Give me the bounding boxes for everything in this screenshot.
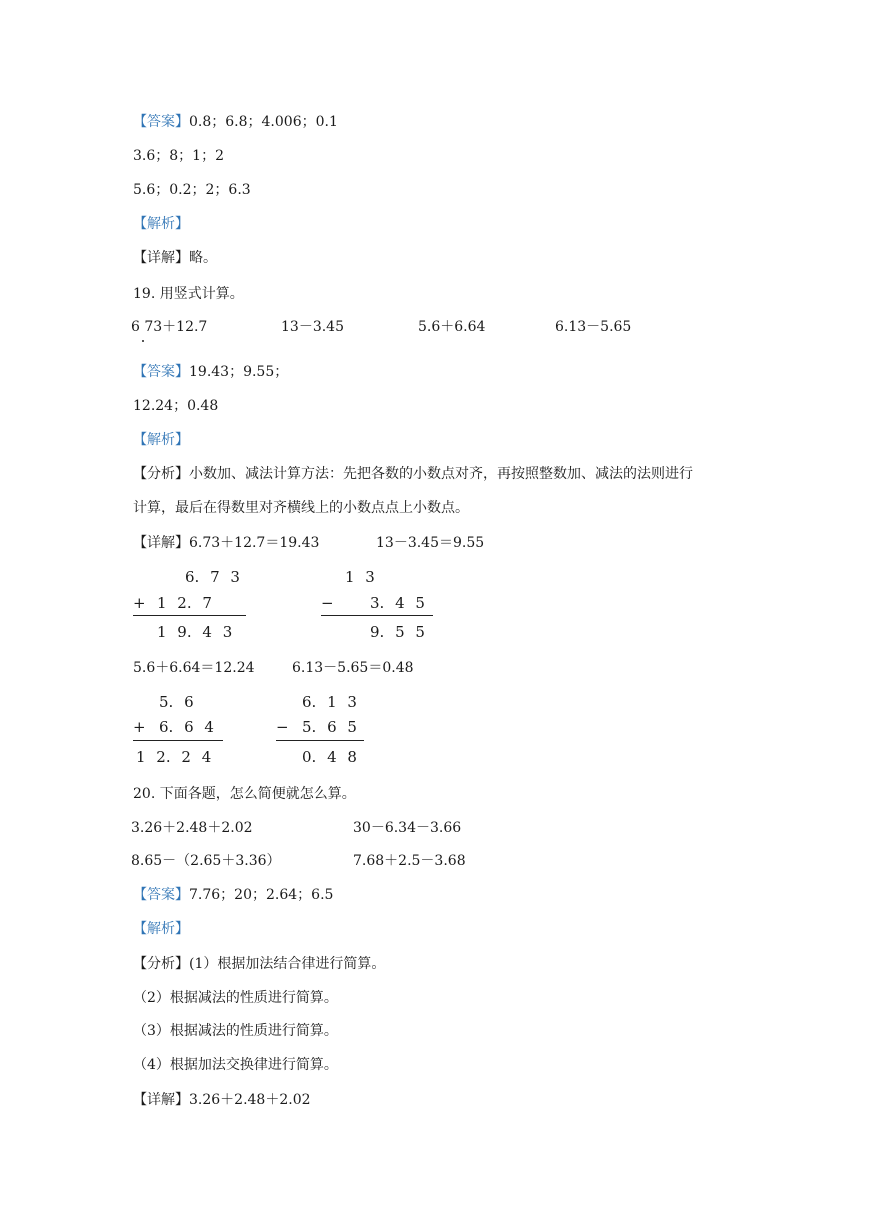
- vc3-rule: [133, 740, 223, 741]
- q20-detail-line: 【详解】3.26＋2.48＋2.02: [133, 1092, 311, 1108]
- q19-detail-line: [133, 533, 319, 553]
- vc2-result: 9. 5 5: [370, 623, 425, 641]
- q20-fenxi-line-2: （2）根据减法的性质进行简算。: [133, 990, 338, 1006]
- q20-fenxi-line-3: （3）根据减法的性质进行简算。: [133, 1023, 338, 1039]
- q20-problem-4: 7.68＋2.5－3.68: [353, 853, 466, 869]
- q19-fenxi-line-2: 计算，最后在得数里对齐横线上的小数点点上小数点。: [133, 500, 469, 516]
- vc4-rule: [276, 740, 364, 741]
- answer-tag: 【答案】: [133, 887, 189, 903]
- vc1-row-1: 6. 7 3: [185, 568, 240, 586]
- answer-line-1: [133, 112, 338, 132]
- q20-problem-3: 8.65－（2.65＋3.36）: [131, 853, 281, 869]
- vc2-row-2: 3. 4 5: [370, 594, 425, 612]
- vc4-operator: −: [276, 718, 289, 736]
- q19-answer-line-1: [133, 362, 288, 382]
- vc2-rule: [321, 615, 433, 616]
- detail-line: 【详解】略。: [133, 250, 217, 266]
- vc4-row-2: 5. 6 5: [302, 718, 357, 736]
- question-19-title: 19. 用竖式计算。: [133, 286, 244, 302]
- vc2-operator: −: [321, 594, 334, 612]
- vc2-row-1: 1 3: [345, 568, 375, 586]
- decimal-dot-mark: [142, 340, 144, 342]
- q20-answer-line: [133, 885, 333, 905]
- answer-tag: 【答案】: [133, 114, 189, 130]
- answer-tag: 【答案】: [133, 364, 189, 380]
- vc4-row-1: 6. 1 3: [302, 693, 357, 711]
- q19-problem-1: 6 73＋12.7: [131, 319, 208, 335]
- equation-4: 6.13－5.65＝0.48: [292, 660, 414, 676]
- q19-answer-line-2: 12.24；0.48: [133, 398, 219, 414]
- detail-equation-1: 6.73＋12.7＝19.43: [189, 535, 320, 551]
- detail-tag: 【详解】: [133, 535, 189, 551]
- q20-fenxi-line-4: （4）根据加法交换律进行简算。: [133, 1057, 338, 1073]
- vc3-row-1: 5. 6: [159, 693, 194, 711]
- vc4-result: 0. 4 8: [302, 748, 357, 766]
- vc3-result: 1 2. 2 4: [136, 748, 212, 766]
- equation-3: 5.6＋6.64＝12.24: [133, 660, 255, 676]
- q19-analysis-tag: 【解析】: [133, 432, 189, 448]
- q19-problem-4: 6.13－5.65: [555, 319, 632, 335]
- answer-line-3: 5.6；0.2；2；6.3: [133, 182, 251, 198]
- vc1-operator: +: [133, 594, 146, 612]
- q20-analysis-tag: 【解析】: [133, 921, 189, 937]
- answer-line-2: 3.6；8；1；2: [133, 148, 224, 164]
- analysis-tag: 【解析】: [133, 216, 189, 232]
- q20-problem-2: 30－6.34－3.66: [353, 820, 462, 836]
- answer-text: 0.8；6.8；4.006；0.1: [189, 114, 338, 130]
- vc3-row-2: 6. 6 4: [159, 718, 214, 736]
- vc1-result: 1 9. 4 3: [157, 623, 233, 641]
- vc3-operator: +: [133, 718, 146, 736]
- question-20-title: 20. 下面各题，怎么简便就怎么算。: [133, 786, 356, 802]
- answer-text: 19.43；9.55；: [189, 364, 289, 380]
- vc1-row-2: 1 2. 7: [157, 594, 212, 612]
- detail-equation-2: 13－3.45＝9.55: [376, 535, 485, 551]
- answer-text: 7.76；20；2.64；6.5: [189, 887, 334, 903]
- q20-fenxi-line-1: 【分析】(1）根据加法结合律进行简算。: [133, 956, 386, 972]
- q20-problem-1: 3.26＋2.48＋2.02: [131, 820, 253, 836]
- q19-problem-3: 5.6＋6.64: [418, 319, 486, 335]
- vc1-rule: [133, 615, 246, 616]
- q19-fenxi-line-1: 【分析】小数加、减法计算方法：先把各数的小数点对齐，再按照整数加、减法的法则进行: [133, 466, 693, 482]
- q19-problem-2: 13－3.45: [281, 319, 344, 335]
